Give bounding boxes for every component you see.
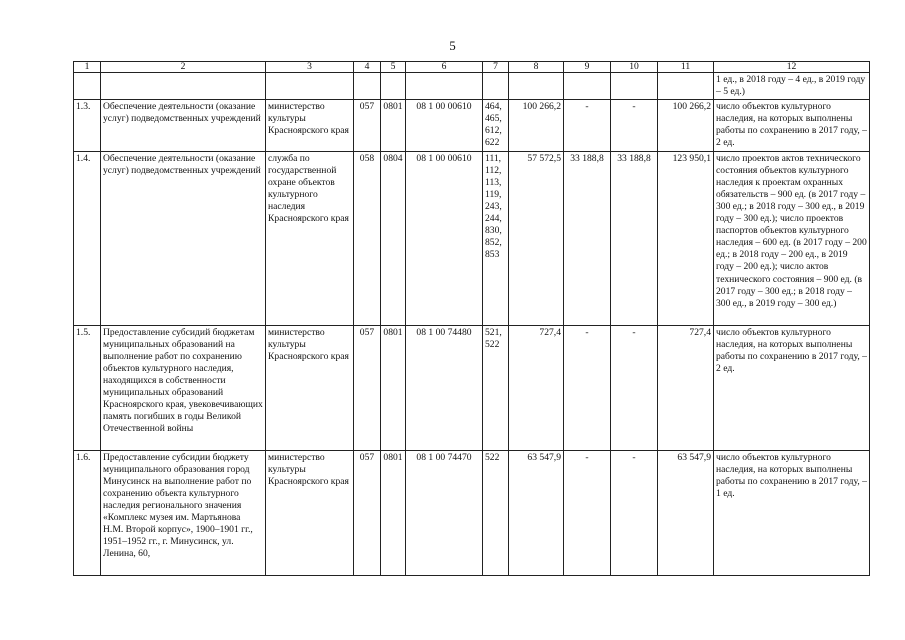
cell-num: 1.6. xyxy=(74,450,101,575)
cell-num: 1.4. xyxy=(74,151,101,325)
table-row xyxy=(74,73,870,100)
cell-csr: 08 1 00 74480 xyxy=(406,325,483,450)
cell-csr: 08 1 00 00610 xyxy=(406,151,483,325)
col-header-4: 4 xyxy=(354,62,381,73)
cell-rzpr: 0801 xyxy=(381,450,406,575)
cell-2019: - xyxy=(611,325,658,450)
col-header-1: 1 xyxy=(74,62,101,73)
cell-2019: - xyxy=(611,100,658,151)
cell-2018 xyxy=(564,73,611,100)
cell-agency xyxy=(266,73,354,100)
col-header-9: 9 xyxy=(564,62,611,73)
cell-2019 xyxy=(611,73,658,100)
cell-vr xyxy=(483,73,509,100)
cell-grbs: 057 xyxy=(354,450,381,575)
column-number-header-row xyxy=(74,62,870,73)
cell-agency: министерство культуры Красноярского края xyxy=(266,450,354,575)
cell-num: 1.3. xyxy=(74,100,101,151)
cell-result: 1 ед., в 2018 году – 4 ед., в 2019 году – 5 ед.) xyxy=(714,73,870,100)
cell-total: 100 266,2 xyxy=(658,100,714,151)
cell-2018: - xyxy=(564,100,611,151)
cell-2019: 33 188,8 xyxy=(611,151,658,325)
cell-2017 xyxy=(509,73,564,100)
cell-vr: 522 xyxy=(483,450,509,575)
cell-csr: 08 1 00 00610 xyxy=(406,100,483,151)
cell-agency: министерство культуры Красноярского края xyxy=(266,325,354,450)
cell-grbs: 057 xyxy=(354,100,381,151)
cell-csr xyxy=(406,73,483,100)
cell-name xyxy=(101,73,266,100)
page-number: 5 xyxy=(449,38,456,53)
col-header-10: 10 xyxy=(611,62,658,73)
cell-name: Предоставление субсидий бюджетам муниципальных образований на выполнение работ по сохранению объектов культурного наследия, находящихся в собственности муниципальных образований Красноярского края, увековечивающих память погибших в годы Великой Отечественной войны xyxy=(101,325,266,450)
cell-result: число объектов культурного наследия, на которых выполнены работы по сохранению в 2017 году, – 2 ед. xyxy=(714,100,870,151)
col-header-7: 7 xyxy=(483,62,509,73)
col-header-11: 11 xyxy=(658,62,714,73)
cell-vr: 464, 465, 612, 622 xyxy=(483,100,509,151)
cell-agency: министерство культуры Красноярского края xyxy=(266,100,354,151)
cell-agency: служба по государственной охране объектов культурного наследия Красноярского края xyxy=(266,151,354,325)
cell-2018: - xyxy=(564,325,611,450)
table-row xyxy=(74,450,870,575)
cell-name: Предоставление субсидии бюджету муниципального образования город Минусинск на выполнение работ по сохранению объекта культурного наследия регионального значения «Комплекс музея им. Мартьянова Н.М. Второй корпус», 1900–1901 гг., 1951–1952 гг., г. Минусинск, ул. Ленина, 60, xyxy=(101,450,266,575)
cell-result: число объектов культурного наследия, на которых выполнены работы по сохранению в 2017 году, – 2 ед. xyxy=(714,325,870,450)
cell-vr: 521, 522 xyxy=(483,325,509,450)
cell-vr: 111, 112, 113, 119, 243, 244, 830, 852, 853 xyxy=(483,151,509,325)
cell-2017: 727,4 xyxy=(509,325,564,450)
cell-total: 123 950,1 xyxy=(658,151,714,325)
cell-2017: 57 572,5 xyxy=(509,151,564,325)
program-activities-table xyxy=(73,61,870,576)
cell-num xyxy=(74,73,101,100)
col-header-5: 5 xyxy=(381,62,406,73)
col-header-6: 6 xyxy=(406,62,483,73)
col-header-2: 2 xyxy=(101,62,266,73)
table-row xyxy=(74,151,870,325)
cell-total xyxy=(658,73,714,100)
cell-total: 63 547,9 xyxy=(658,450,714,575)
cell-result: число объектов культурного наследия, на которых выполнены работы по сохранению в 2017 году, – 1 ед. xyxy=(714,450,870,575)
cell-total: 727,4 xyxy=(658,325,714,450)
table-row xyxy=(74,100,870,151)
cell-rzpr xyxy=(381,73,406,100)
cell-2018: 33 188,8 xyxy=(564,151,611,325)
cell-2017: 63 547,9 xyxy=(509,450,564,575)
cell-2017: 100 266,2 xyxy=(509,100,564,151)
cell-2018: - xyxy=(564,450,611,575)
col-header-3: 3 xyxy=(266,62,354,73)
col-header-8: 8 xyxy=(509,62,564,73)
cell-grbs: 058 xyxy=(354,151,381,325)
cell-name: Обеспечение деятельности (оказание услуг) подведомственных учреждений xyxy=(101,100,266,151)
cell-num: 1.5. xyxy=(74,325,101,450)
cell-grbs xyxy=(354,73,381,100)
cell-csr: 08 1 00 74470 xyxy=(406,450,483,575)
cell-rzpr: 0801 xyxy=(381,100,406,151)
cell-name: Обеспечение деятельности (оказание услуг) подведомственных учреждений xyxy=(101,151,266,325)
table-row xyxy=(74,325,870,450)
cell-grbs: 057 xyxy=(354,325,381,450)
col-header-12: 12 xyxy=(714,62,870,73)
cell-result: число проектов актов технического состояния объектов культурного наследия к проектам охранных обязательств – 900 ед. (в 2017 году – 300 ед.; в 2018 году – 300 ед., в 2019 году – 300 ед.); число проектов паспортов объектов культурного наследия – 600 ед. (в 2017 году – 200 ед.; в 2018 году – 200 ед., в 2019 году – 200 ед.); число актов технического состояния – 900 ед. (в 2017 году – 300 ед.; в 2018 году – 300 ед., в 2019 году – 300 ед.) xyxy=(714,151,870,325)
cell-rzpr: 0801 xyxy=(381,325,406,450)
cell-rzpr: 0804 xyxy=(381,151,406,325)
cell-2019: - xyxy=(611,450,658,575)
